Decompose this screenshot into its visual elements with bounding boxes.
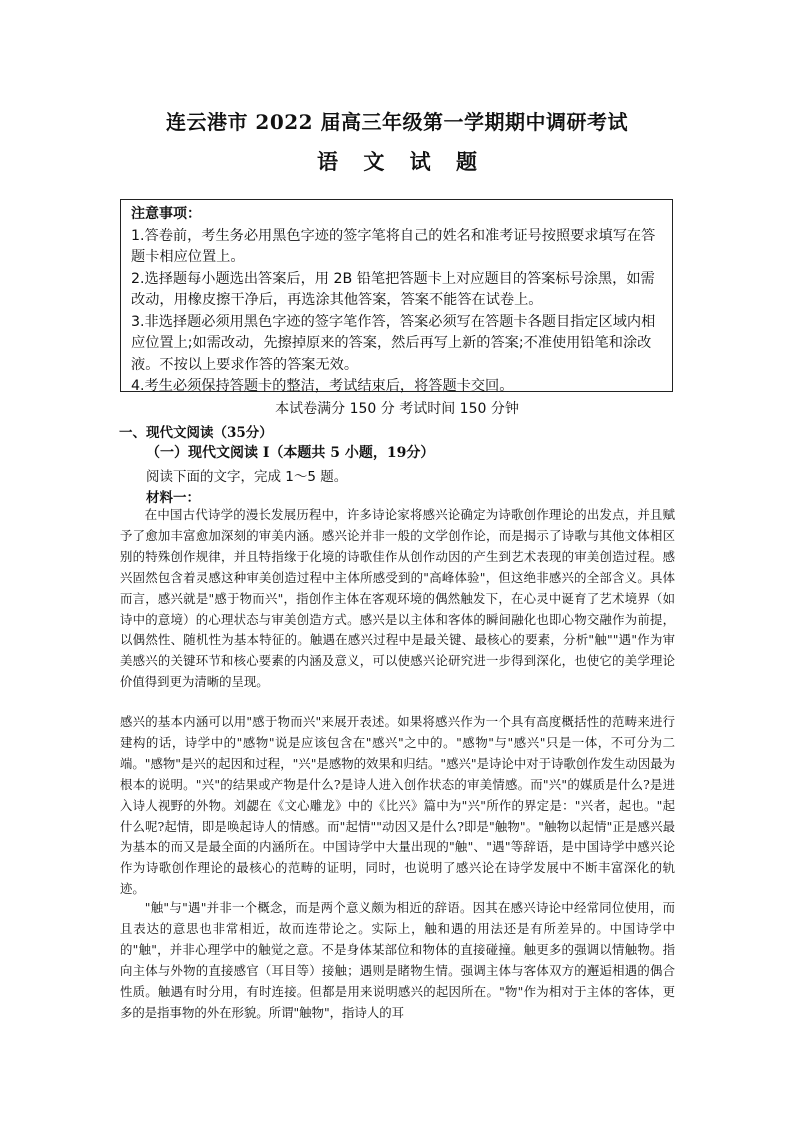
notice-item-4: 4.考生必须保持答题卡的整洁，考试结束后，将答题卡交回。: [131, 378, 514, 394]
reading-instruction: 阅读下面的文字，完成 1～5 题。: [146, 469, 348, 485]
notice-item-1: 1.答卷前，考生务必用黑色字迹的签字笔将自己的姓名和准考证号按照要求填写在答题卡相应位置上。: [131, 227, 656, 265]
passage-paragraph-1: [120, 505, 675, 693]
subsection-heading: （一）现代文阅读 I（本题共 5 小题，19分）: [146, 445, 435, 461]
exam-info: 本试卷满分 150 分 考试时间 150 分钟: [275, 401, 519, 417]
paragraph-text: 感兴的基本内涵可以用"感于物而兴"来展开表述。如果将感兴作为一个具有高度概括性的范畴来进行建构的话，诗学中的"感物"说是应该包含在"感兴"之中的。"感物"与"感兴"只是一体，不可分为二端。"感物"是兴的起因和过程，"兴"是感物的效果和归结。"感兴"是诗论中对于诗歌创作发生动因最为根本的说明。"兴"的结果或产物是什么?是诗人进入创作状态的审美情感。而"兴"的媒质是什么?是进入诗人视野的外物。刘勰在《文心雕龙》中的《比兴》篇中为"兴"所作的界定是："兴者，起也。"起什么呢?起情，即是唤起诗人的情感。而"起情""动因又是什么?即是"触物"。"触物以起情"正是感兴最为基本的而又是最全面的内涵所在。中国诗学中大量出现的"触"、"遇"等辞语，是中国诗学中感兴论作为诗歌创作理论的最核心的范畴的证明，同时，也说明了感兴论在诗学发展中不断丰富深化的轨迹。: [120, 714, 675, 897]
passage-paragraph-2: [120, 712, 675, 900]
page-subtitle: 语 文 试 题: [317, 149, 477, 174]
paragraph-text: 在中国古代诗学的漫长发展历程中，许多诗论家将感兴论确定为诗歌创作理论的出发点，并且赋予了愈加丰富愈加深刻的审美内涵。感兴论并非一般的文学创作论，而是揭示了诗歌与其他文体相区别的特殊创作规律，并且特指缘于化境的诗歌佳作从创作动因的产生到艺术表现的审美创造过程。感兴固然包含着灵感这种审美创造过程中主体所感受到的"高峰体验"，但这绝非感兴的全部含义。具体而言，感兴就是"感于物而兴"，指创作主体在客观环境的偶然触发下，在心灵中诞育了艺术境界（如诗中的意境）的心理状态与审美创造方式。感兴是以主体和客体的瞬间融化也即心物交融作为前提，以偶然性、随机性为基本特征的。触遇在感兴过程中是最关键、最核心的要素，分析"触""遇"作为审美感兴的关键环节和核心要素的内涵及意义，可以使感兴论研究进一步得到深化，也使它的美学理论价值得到更为清晰的呈现。: [120, 507, 675, 690]
page-title: 连云港市 2022 届高三年级第一学期期中调研考试: [165, 110, 629, 134]
material-label: 材料一：: [146, 490, 200, 506]
notice-heading: 注意事项：: [131, 206, 201, 222]
notice-item-2: 2.选择题每小题选出答案后，用 2B 铅笔把答题卡上对应题目的答案标号涂黑，如需改动，用橡皮擦干净后，再选涂其他答案，答案不能答在试卷上。: [131, 270, 655, 308]
passage-paragraph-3: [120, 898, 675, 1023]
paragraph-text: "触"与"遇"并非一个概念，而是两个意义颇为相近的辞语。因其在感兴诗论中经常同位使用，而且表达的意思也非常相近，故而连带论之。实际上，触和遇的用法还是有所差异的。中国诗学中的"触"，并非心理学中的触觉之意。不是身体某部位和物体的直接碰撞。触更多的强调以情触物。指向主体与外物的直接感官（耳目等）接触；遇则是睹物生情。强调主体与客体双方的邂逅相遇的偶合性质。触遇有时分用，有时连接。但都是用来说明感兴的起因所在。"物"作为相对于主体的客体，更多的是指事物的外在形貌。所谓"触物"，指诗人的耳: [120, 900, 675, 1020]
notice-item-3: 3.非选择题必须用黑色字迹的签字笔作答，答案必须写在答题卡各题目指定区域内相应位置上;如需改动，先擦掉原来的答案，然后再写上新的答案;不准使用铅笔和涂改液。不按以上要求作答的答案无效。: [131, 313, 656, 373]
notice-box: [120, 199, 673, 392]
section-heading: 一、现代文阅读（35分）: [119, 425, 273, 441]
